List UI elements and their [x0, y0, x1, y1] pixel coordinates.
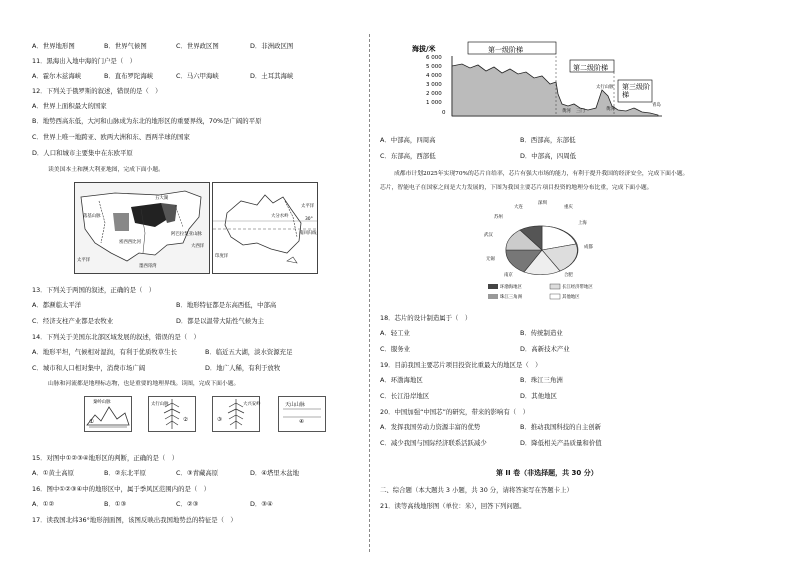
landform-4-label: 天山山脉 — [285, 402, 306, 408]
q12-option-a: A．世界上面积最大的国家 — [32, 102, 107, 110]
q19-option-c: C．长江沿岸地区 — [380, 392, 430, 400]
usa-label-pacific: 太平洋 — [77, 258, 91, 263]
q17-option-d: D．中部高，四周低 — [520, 152, 577, 160]
q10-option-c: C．世界政区图 — [176, 42, 219, 50]
landform-intro: 山脉和河流都是地理标志物，也是重要的地理界线。读图，完成下面小题。 — [48, 381, 240, 387]
q17-option-b: B．西部高，东部低 — [520, 136, 576, 144]
profile-place-3: 太行山脉 — [596, 85, 614, 90]
q16-option-a: A．①② — [32, 500, 55, 508]
australia-map-drawing — [213, 183, 317, 273]
q12-option-d: D．人口和城市主要集中在东欧平原 — [32, 149, 133, 157]
legend-other: 其他地区 — [562, 295, 580, 300]
pie-label-suzhou: 苏州 — [494, 215, 503, 220]
q11-option-c: C．马六甲海峡 — [176, 72, 219, 80]
profile-tick-2000: 2 000 — [426, 91, 442, 97]
aus-label-30: 30° — [305, 217, 313, 222]
q15-option-a: A．①黄土高原 — [32, 469, 75, 477]
usa-map — [74, 182, 210, 274]
section-2-title: 第 II 卷（非选择题，共 30 分） — [496, 469, 598, 477]
q14-option-d: D．地广人稀，有利于放牧 — [205, 364, 281, 372]
q11-option-a: A．霍尔木兹海峡 — [32, 72, 82, 80]
q19-option-a: A．环渤海地区 — [380, 376, 423, 384]
q14-option-c: C．城市和人口相对集中，消费市场广阔 — [32, 364, 146, 372]
column-divider — [369, 34, 370, 552]
legend-swatch-2 — [550, 284, 560, 289]
legend-bohai: 环渤海地区 — [500, 285, 522, 290]
q15-option-c: C．③青藏高原 — [176, 469, 219, 477]
q14-option-b: B．临近五大湖，淡水资源充足 — [205, 348, 293, 356]
q11-option-d: D．土耳其海峡 — [250, 72, 294, 80]
q19-option-b: B．珠江三角洲 — [520, 376, 563, 384]
landform-3 — [212, 396, 260, 432]
q17-option-c: C．东部高，西部低 — [380, 152, 436, 160]
chip-pie-chart — [480, 198, 610, 306]
usa-label-great-lakes: 五大湖 — [155, 196, 169, 201]
profile-drawing — [412, 38, 670, 122]
landform-3-label: 大兴安岭 — [243, 402, 261, 407]
profile-step1: 第一级阶梯 — [488, 46, 523, 54]
landform-4 — [278, 396, 326, 432]
q12-stem: 12．下列关于俄罗斯的叙述，错误的是（ ） — [32, 87, 162, 95]
q12-option-b: B．地势西高东低，大河和山脉成为东北的地形区的重要界线，70%是广阔的平原 — [32, 117, 262, 125]
aus-label-divide: 大分水岭 — [271, 214, 289, 219]
legend-swatch-4 — [550, 294, 560, 299]
q16-stem: 16．图中①②③④中的地形区中，属于季风区范围内的是（ ） — [32, 485, 211, 493]
profile-step2: 第二级阶梯 — [573, 64, 608, 72]
q13-option-a: A．都濒临太平洋 — [32, 301, 82, 309]
q11-option-b: B．直布罗陀海峡 — [104, 72, 154, 80]
legend-yangtze: 长江经济带地区 — [562, 285, 593, 290]
landform-1 — [84, 396, 132, 432]
landform-1-num: ① — [89, 419, 94, 425]
q17-stem: 17．读我国北纬36°地形剖面图，该图反映出我国地势总的特征是（ ） — [32, 516, 237, 524]
q18-option-b: B．传统制造业 — [520, 329, 563, 337]
q13-option-d: D．都是以温带大陆性气候为主 — [176, 317, 264, 325]
legend-swatch-1 — [488, 284, 498, 289]
profile-place-4: 黄河 — [606, 107, 615, 112]
profile-tick-3000: 3 000 — [426, 82, 442, 88]
landform-4-num: ④ — [299, 419, 304, 425]
q16-option-b: B．①③ — [104, 500, 127, 508]
q13-option-b: B．地形特征都是东高西低，中部高 — [176, 301, 277, 309]
profile-tick-5000: 5 000 — [426, 64, 442, 70]
pie-label-nanjing: 南京 — [504, 273, 513, 278]
usa-map-drawing — [75, 183, 209, 273]
landform-2-label: 太行山脉 — [151, 402, 169, 407]
q10-option-a: A．世界地形图 — [32, 42, 75, 50]
pie-label-hefei: 合肥 — [564, 273, 573, 278]
profile-place-1: 黄河 — [562, 109, 571, 114]
q19-stem: 19．目前我国主要芯片项目投资比重最大的地区是（ ） — [380, 361, 542, 369]
profile-tick-6000: 6 000 — [426, 55, 442, 61]
q16-option-d: D．③④ — [250, 500, 273, 508]
pie-label-shenzhen: 深圳 — [538, 201, 547, 206]
usa-label-rockies: 落基山脉 — [83, 214, 101, 219]
pie-label-wuxi: 无锡 — [486, 257, 495, 262]
map-intro: 读美国本土和澳大利亚地图，完成下面小题。 — [48, 167, 164, 173]
q18-option-d: D．高新技术产业 — [520, 345, 570, 353]
landform-3-num: ③ — [217, 417, 222, 423]
pie-label-wuhan: 武汉 — [484, 233, 493, 238]
q17-option-a: A．中部高，四周高 — [380, 136, 436, 144]
usa-label-atlantic: 大西洋 — [191, 244, 205, 249]
q20-option-b: B．推动我国科技的自主创新 — [520, 423, 602, 431]
aus-label-pacific: 太平洋 — [301, 204, 315, 209]
chip-intro-1: 成都市计划2025年实现70%的芯片自给率，芯片有强大市场的能力，有利于提升我国的经济安全，完成下面小题。 — [394, 171, 689, 177]
q14-option-a: A．地形平坦，气候相对湿润，有利于优质牧草生长 — [32, 348, 177, 356]
q13-option-c: C．经济支柱产业都是农牧业 — [32, 317, 114, 325]
q16-option-c: C．②③ — [176, 500, 199, 508]
q15-option-b: B．②东北平原 — [104, 469, 147, 477]
pie-label-chengdu: 成都 — [584, 245, 593, 250]
q20-stem: 20．中国加强“中国芯”的研究，带来的影响有（ ） — [380, 408, 529, 416]
q12-option-c: C．世界上唯一地跨亚、欧两大洲和东、西两半球的国家 — [32, 133, 190, 141]
q20-option-a: A．发挥我国劳动力资源丰富的优势 — [380, 423, 481, 431]
q19-option-d: D．其他地区 — [520, 392, 557, 400]
australia-map — [212, 182, 318, 274]
profile-y-title: 海拔/米 — [412, 45, 436, 53]
legend-swatch-3 — [488, 294, 498, 299]
profile-tick-0: 0 — [442, 110, 446, 116]
q15-stem: 15．对图中①②③④地形区的判断，正确的是（ ） — [32, 454, 179, 462]
profile-tick-1000: 1 000 — [426, 100, 442, 106]
q18-option-a: A．轻工业 — [380, 329, 410, 337]
part-2-instruction: 二、综合题（本大题共 3 小题，共 30 分，请将答案写在答题卡上） — [380, 486, 573, 494]
q20-option-d: D．降低相关产品质量和价值 — [520, 439, 602, 447]
aus-label-tropic: 南回归线 — [299, 231, 317, 236]
terrain-profile — [412, 38, 670, 122]
q20-option-c: C．减少我国与国际经济联系活跃减少 — [380, 439, 487, 447]
pie-label-chongqing: 重庆 — [564, 205, 573, 210]
q11-stem: 11．黑海出入地中海的门户是（ ） — [32, 57, 136, 65]
profile-place-2: 三门 — [576, 109, 585, 114]
aus-label-indian-ocean: 印度洋 — [215, 254, 229, 259]
pie-label-shanghai: 上海 — [578, 221, 587, 226]
usa-label-gulf: 墨西哥湾 — [139, 264, 157, 269]
legend-prd: 珠江三角洲 — [500, 295, 522, 300]
q13-stem: 13．下列关于两国的叙述，正确的是（ ） — [32, 286, 156, 294]
pie-label-dalian: 大连 — [514, 205, 523, 210]
profile-step3: 第三级阶梯 — [622, 83, 650, 99]
landform-1-label: 秦岭山脉 — [93, 400, 111, 405]
q18-stem: 18．芯片的设计制造属于（ ） — [380, 314, 472, 322]
q21-stem: 21．读等高线地形图（单位：米），回答下列问题。 — [380, 502, 526, 510]
q10-option-d: D．非洲政区图 — [250, 42, 294, 50]
landform-figures — [84, 396, 334, 448]
chip-intro-2: 芯片，智能电子在国家之间是大力发展的，下图为我国主要芯片项目投资的地理分布比重，完成下面小题。 — [380, 185, 653, 191]
landform-2 — [148, 396, 196, 432]
profile-place-5: 青岛 — [652, 103, 661, 108]
q15-option-d: D．④塔里木盆地 — [250, 469, 299, 477]
q10-option-b: B．世界气候图 — [104, 42, 147, 50]
profile-tick-4000: 4 000 — [426, 73, 442, 79]
q14-stem: 14．下列关于美国东北部区域发展的叙述，错误的是（ ） — [32, 333, 200, 341]
usa-label-mississippi: 密西西比河 — [119, 240, 141, 245]
landform-2-num: ② — [183, 417, 188, 423]
usa-label-appalachian: 阿巴拉契亚山脉 — [171, 232, 202, 237]
q18-option-c: C．服务业 — [380, 345, 411, 353]
